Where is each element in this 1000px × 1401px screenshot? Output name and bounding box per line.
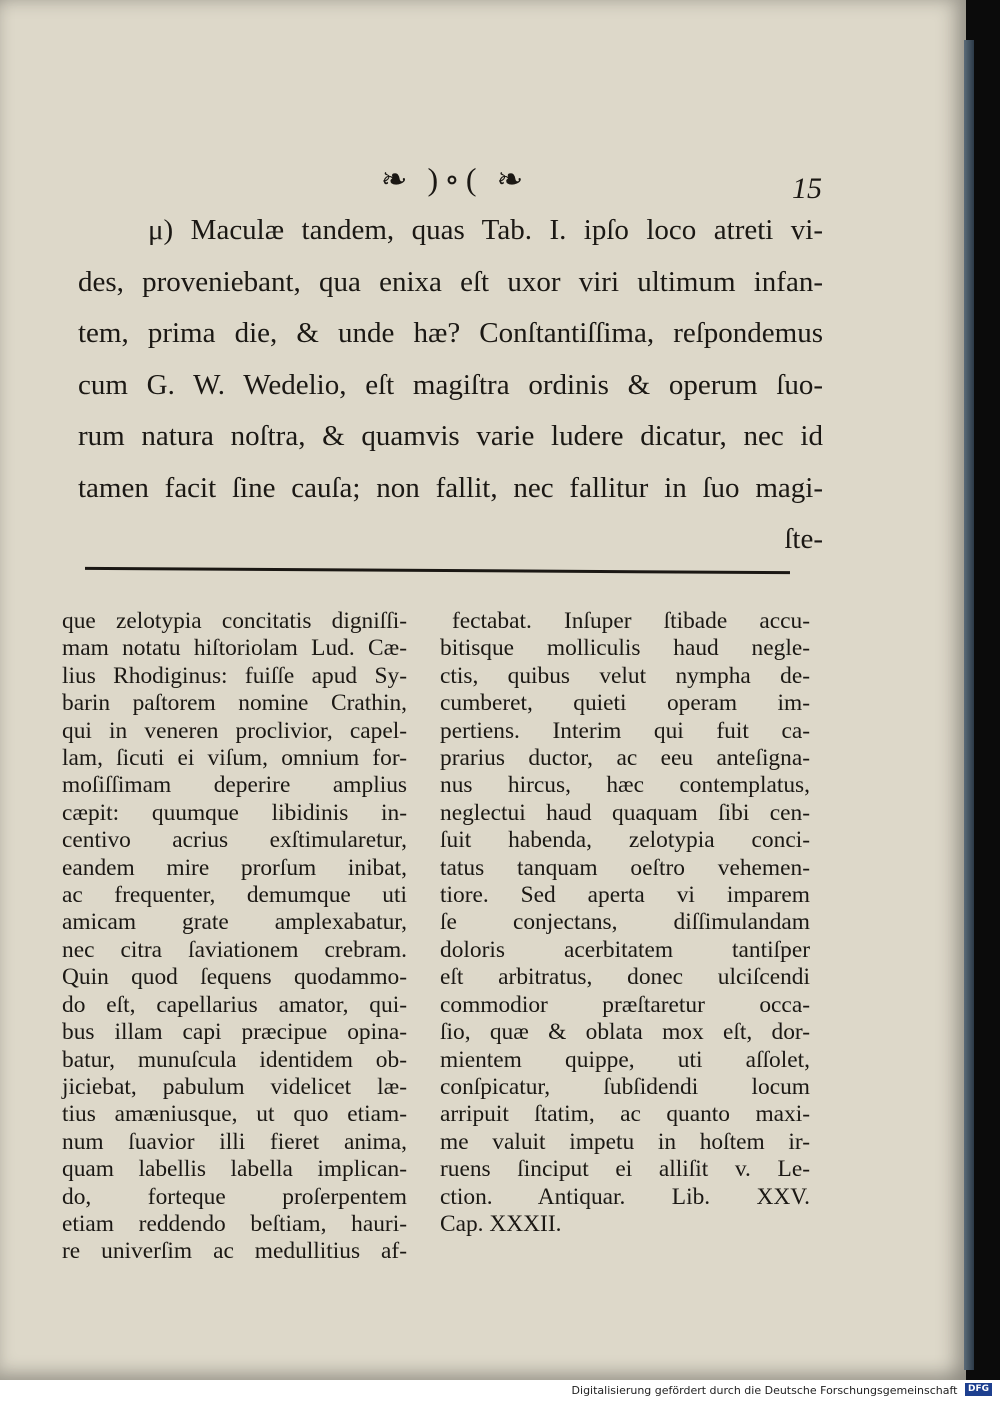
footnote-line: commodior præſtaretur occa- — [440, 991, 810, 1018]
footnote-line: cæpit: quumque libidinis in- — [62, 799, 407, 826]
header-ornament: ❧ )∘( ❧ — [380, 161, 530, 197]
footnote-line: bitisque molliculis haud negle- — [440, 635, 810, 662]
footnote-column-right — [440, 608, 810, 1238]
footnote-line: bus illam capi præcipue opina- — [62, 1019, 407, 1046]
footnote-line: re univerſim ac medullitius af- — [62, 1238, 407, 1265]
footnote-line: ctis, quibus velut nympha de- — [440, 662, 810, 689]
footnote-line: me valuit impetu in hoſtem ir- — [440, 1128, 810, 1155]
footnote-line: tius amæniusque, ut quo etiam- — [62, 1101, 407, 1128]
footnote-line: ction. Antiquar. Lib. XXV. — [440, 1183, 810, 1210]
footnote-line: eandem mire prorſum inibat, — [62, 854, 407, 881]
footnote-line: pertiens. Interim qui fuit ca- — [440, 717, 810, 744]
footnote-line: mam notatu hiſtoriolam Lud. Cæ- — [62, 635, 407, 662]
footnote-line: ſuit habenda, zelotypia conci- — [440, 827, 810, 854]
footnote-line: arripuit ſtatim, ac quanto maxi- — [440, 1101, 810, 1128]
footnote-line: etiam reddendo beſtiam, hauri- — [62, 1210, 407, 1237]
footnote-line: Quin quod ſequens quodammo- — [62, 964, 407, 991]
footnote-line: tiore. Sed aperta vi imparem — [440, 882, 810, 909]
footnote-column-left — [62, 608, 407, 1266]
footnote-line: doloris acerbitatem tantiſper — [440, 936, 810, 963]
footer-bar — [0, 1380, 1000, 1401]
footnote-line: do eſt, capellarius amator, qui- — [62, 991, 407, 1018]
footer-credit: Digitalisierung gefördert durch die Deutsche Forschungsgemeinschaft — [571, 1384, 958, 1397]
footnote-line: quam labellis labella implican- — [62, 1156, 407, 1183]
main-line: cum G. W. Wedelio, eſt magiſtra ordinis & operum ſuo- — [78, 368, 823, 401]
main-line: tem, prima die, & unde hæ? Conſtantiſſima, reſpondemus — [78, 317, 823, 349]
footnote-line: nus hircus, hæc contemplatus, — [440, 772, 810, 799]
footnote-line: ſe conjectans, diſſimulandam — [440, 909, 810, 936]
footnote-line: barin paſtorem nomine Crathin, — [62, 690, 407, 717]
footnote-line: do, forteque proſerpentem — [62, 1183, 407, 1210]
footnote-line: prarius ductor, ac eeu anteſigna- — [440, 745, 810, 772]
main-paragraph — [78, 205, 823, 566]
footnote-line: que zelotypia concitatis digniſſi- — [62, 608, 407, 634]
main-line: tamen facit ſine cauſa; non fallit, nec fallitur in ſuo magi- — [78, 471, 823, 504]
page-number: 15 — [792, 172, 822, 205]
footnote-line: centivo acrius exſtimularetur, — [62, 827, 407, 854]
footnote-line: tatus tanquam oeſtro vehemen- — [440, 854, 810, 881]
main-line: rum natura noſtra, & quamvis varie ludere dicatur, nec id — [78, 420, 823, 452]
book-edge — [964, 40, 974, 1370]
footnote-line: Cap. XXXII. — [440, 1210, 562, 1237]
catchword: ſte- — [784, 523, 823, 555]
footnote-line: fectabat. Inſuper ſtibade accu- — [452, 608, 810, 634]
footnote-line: cumberet, quieti operam im- — [440, 690, 810, 717]
footnote-line: jiciebat, pabulum videlicet læ- — [62, 1073, 407, 1100]
footnote-line: ac frequenter, demumque uti — [62, 882, 407, 909]
footnote-line: nec citra ſaviationem crebram. — [62, 936, 407, 963]
footnote-line: lius Rhodiginus: fuiſſe apud Sy- — [62, 662, 407, 689]
dfg-logo[interactable]: DFG — [965, 1383, 992, 1396]
footnote-line: num ſuavior illi fieret anima, — [62, 1128, 407, 1155]
footnote-rule — [85, 567, 790, 574]
footnote-line: ſio, quæ & oblata mox eſt, dor- — [440, 1019, 810, 1046]
footnote-line: qui in veneren proclivior, capel- — [62, 717, 407, 744]
footnote-line: neglectui haud quaquam ſibi cen- — [440, 799, 810, 826]
main-line: des, proveniebant, qua enixa eſt uxor viri ultimum infan- — [78, 265, 823, 298]
footnote-line: amicam grate amplexabatur, — [62, 909, 407, 936]
footnote-line: batur, munuſcula identidem ob- — [62, 1046, 407, 1073]
footnote-line: lam, ſicuti ei viſum, omnium for- — [62, 745, 407, 772]
footnote-line: ruens ſinciput ei alliſit v. Le- — [440, 1156, 810, 1183]
footnote-line: conſpicatur, ſubſidendi locum — [440, 1073, 810, 1100]
main-line: μ) Maculæ tandem, quas Tab. I. ipſo loco atreti vi- — [148, 214, 823, 246]
footnote-line: eſt arbitratus, donec ulciſcendi — [440, 964, 810, 991]
footnote-line: moſiſſimam deperire amplius — [62, 772, 407, 799]
footnote-line: mientem quippe, uti aſſolet, — [440, 1046, 810, 1073]
